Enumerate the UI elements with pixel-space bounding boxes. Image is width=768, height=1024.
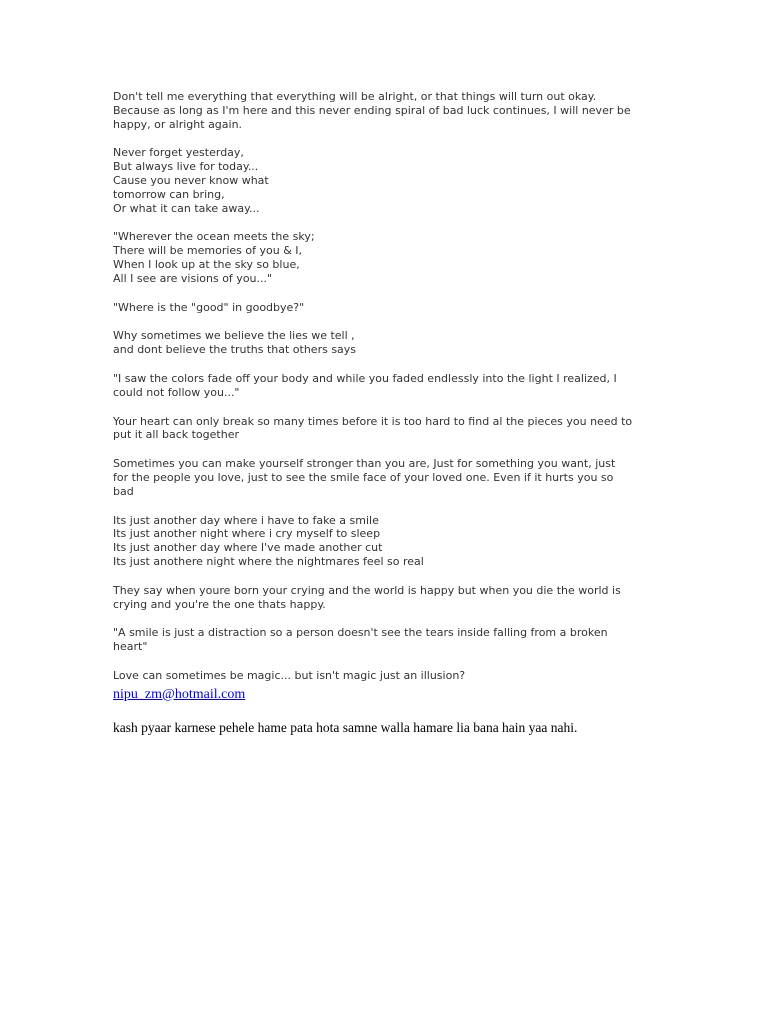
quote-paragraph: [113, 329, 658, 357]
quote-paragraph: [113, 457, 658, 498]
quote-line: But always live for today...: [113, 160, 259, 174]
quote-line: heart": [113, 640, 148, 654]
quote-line: Its just another night where i cry myself to sleep: [113, 527, 381, 541]
quote-paragraph: [113, 514, 658, 569]
quote-line: crying and you're the one thats happy.: [113, 597, 326, 611]
quote-line: Because as long as I'm here and this never ending spiral of bad luck continues, I will never be: [113, 103, 631, 117]
quote-line: Its just another day where I've made another cut: [113, 541, 383, 555]
quote-line: tomorrow can bring,: [113, 187, 225, 201]
quote-line: Don't tell me everything that everything will be alright, or that things will turn out okay.: [113, 90, 597, 103]
quote-paragraph: [113, 626, 658, 654]
quote-line: There will be memories of you & I,: [113, 244, 303, 258]
quote-line: Its just another day where i have to fake a smile: [113, 513, 379, 527]
quote-paragraph: [113, 372, 658, 400]
quote-line: bad: [113, 484, 134, 498]
quote-paragraph: [113, 584, 658, 612]
quote-line: happy, or alright again.: [113, 117, 243, 131]
quote-line: When I look up at the sky so blue,: [113, 257, 300, 271]
quote-line: Its just anothere night where the nightmares feel so real: [113, 554, 424, 568]
quote-line: Or what it can take away...: [113, 201, 260, 215]
quote-paragraph: [113, 230, 658, 285]
quote-line: could not follow you...": [113, 385, 240, 399]
quote-line: for the people you love, just to see the smile face of your loved one. Even if it hurts you so: [113, 470, 614, 484]
closing-line: kash pyaar karnese pehele hame pata hota samne walla hamare lia bana hain yaa nahi.: [113, 719, 578, 735]
quote-line: "I saw the colors fade off your body and while you faded endlessly into the light I realized, I: [113, 371, 617, 385]
quote-line: and dont believe the truths that others says: [113, 343, 357, 357]
document-page: [113, 90, 658, 736]
quote-line: "Wherever the ocean meets the sky;: [113, 230, 315, 244]
quote-paragraph: [113, 90, 658, 131]
quote-line: "Where is the "good" in goodbye?": [113, 300, 305, 314]
quote-line: They say when youre born your crying and the world is happy but when you die the world is: [113, 583, 621, 597]
quote-line: Your heart can only break so many times before it is too hard to find al the pieces you need to: [113, 414, 633, 428]
quote-line: Never forget yesterday,: [113, 146, 244, 160]
quote-paragraph: [113, 415, 658, 443]
quote-line: Why sometimes we believe the lies we tell ,: [113, 329, 355, 343]
quote-line: Love can sometimes be magic... but isn't magic just an illusion?: [113, 668, 466, 682]
quote-line: Sometimes you can make yourself stronger than you are, Just for something you want, just: [113, 457, 616, 471]
quote-line: All I see are visions of you...": [113, 271, 273, 285]
quote-paragraph: [113, 146, 658, 215]
quote-paragraph: [113, 301, 658, 315]
quotes-body: [113, 90, 658, 683]
quote-line: Cause you never know what: [113, 173, 269, 187]
quote-line: put it all back together: [113, 428, 239, 442]
email-link[interactable]: nipu_zm@hotmail.com: [113, 686, 246, 702]
quote-line: "A smile is just a distraction so a person doesn't see the tears inside falling from a broken: [113, 626, 608, 640]
quote-paragraph: [113, 669, 658, 683]
